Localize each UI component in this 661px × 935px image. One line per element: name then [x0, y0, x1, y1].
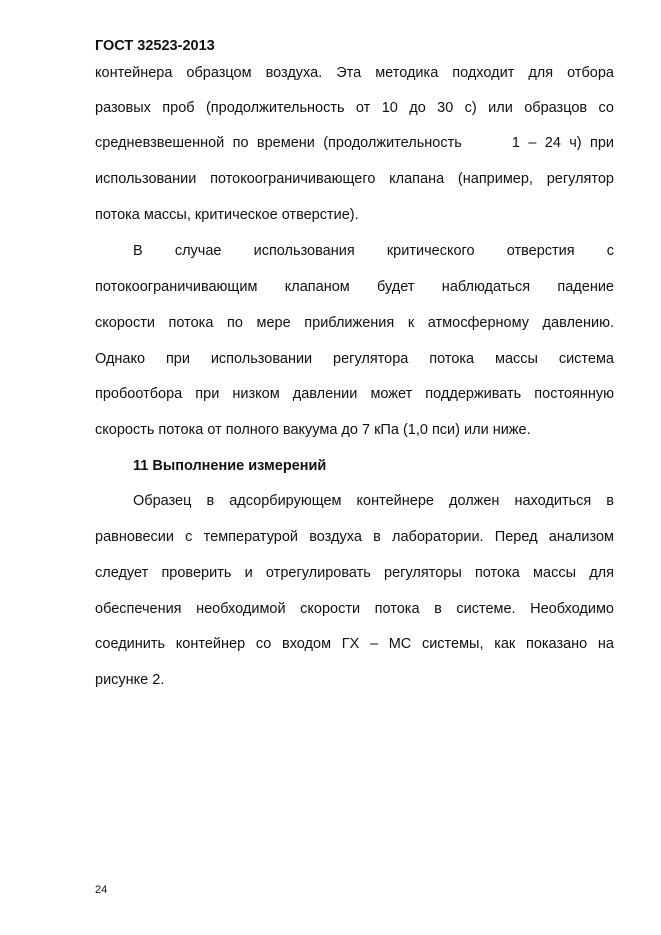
text-line: средневзвешенной по времени (продолжительность 1 – 24 ч) при — [95, 135, 614, 151]
document-header: ГОСТ 32523-2013 — [95, 38, 215, 54]
text-line: следует проверить и отрегулировать регуляторы потока массы для — [95, 565, 614, 581]
text-line: обеспечения необходимой скорости потока в системе. Необходимо — [95, 601, 614, 617]
text-line: Однако при использовании регулятора потока массы система — [95, 351, 614, 367]
text-line: рисунке 2. — [95, 672, 165, 688]
text-line: равновесии с температурой воздуха в лаборатории. Перед анализом — [95, 529, 614, 545]
page-number: 24 — [95, 884, 108, 896]
text-line: использовании потокоограничивающего клапана (например, регулятор — [95, 171, 614, 187]
text-line: пробоотбора при низком давлении может поддерживать постоянную — [95, 386, 614, 402]
text-line: скорости потока по мере приближения к атмосферному давлению. — [95, 315, 614, 331]
text-line: потока массы, критическое отверстие). — [95, 207, 359, 223]
section-heading: 11 Выполнение измерений — [133, 458, 327, 474]
text-line: скорость потока от полного вакуума до 7 кПа (1,0 пси) или ниже. — [95, 422, 531, 438]
text-line: потокоограничивающим клапаном будет наблюдаться падение — [95, 279, 614, 295]
text-line: соединить контейнер со входом ГХ – МС системы, как показано на — [95, 636, 614, 652]
text-line: В случае использования критического отверстия с — [133, 243, 614, 259]
text-line: Образец в адсорбирующем контейнере должен находиться в — [133, 493, 614, 509]
text-line: контейнера образцом воздуха. Эта методика подходит для отбора — [95, 65, 614, 81]
text-line: разовых проб (продолжительность от 10 до 30 с) или образцов со — [95, 100, 614, 116]
